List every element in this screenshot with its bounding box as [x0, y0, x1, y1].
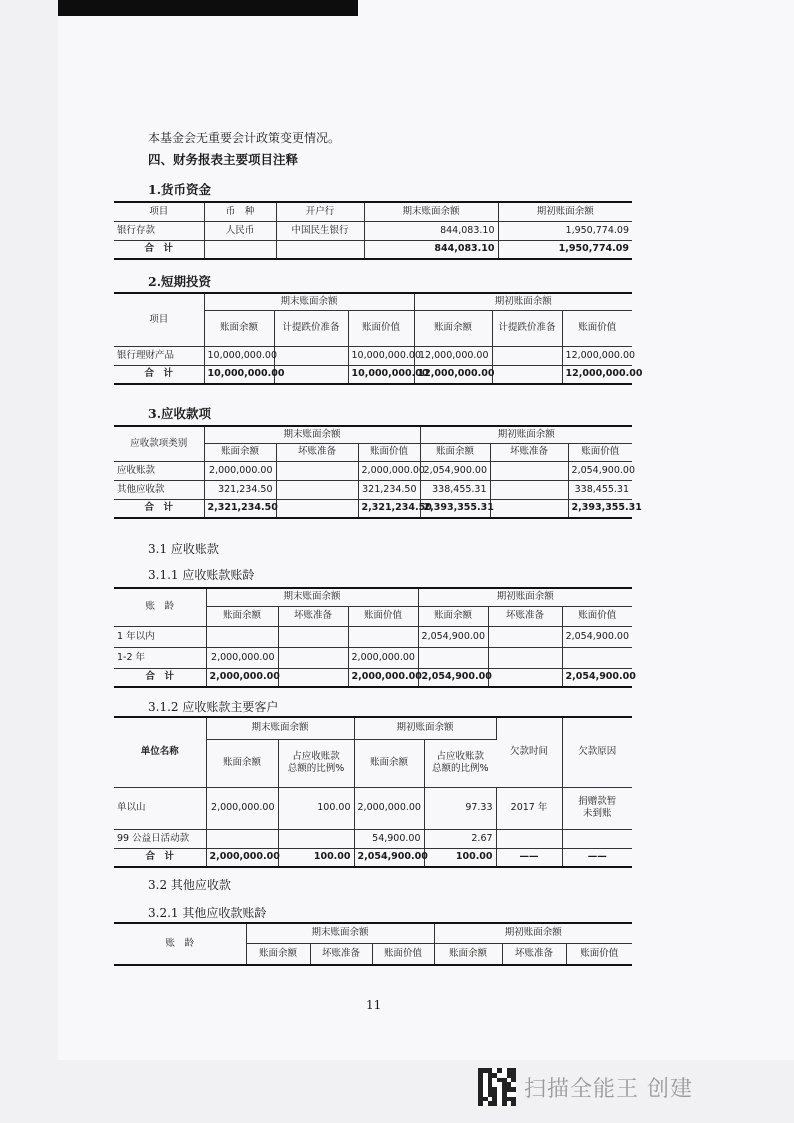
subheader: 计提跌价准备	[492, 310, 562, 346]
watermark-text: 扫描全能王 创建	[524, 1076, 693, 1102]
header-end-balance: 期末账面余额	[364, 202, 498, 221]
subheader-line: 占应收账款	[292, 751, 340, 763]
cell: 合 计	[114, 240, 204, 259]
subheader: 计提跌价准备	[274, 310, 348, 346]
cell	[488, 647, 562, 668]
cell: 97.33	[424, 787, 496, 829]
cell: 2,054,900.00	[354, 848, 424, 867]
header-begin-group: 期初账面余额	[418, 588, 632, 606]
header-end-group: 期末账面余额	[246, 923, 434, 943]
table-row	[114, 829, 632, 848]
subheader: 坏账准备	[488, 606, 562, 626]
cell	[278, 647, 348, 668]
total-row	[114, 848, 632, 867]
cell: 2,393,355.31	[568, 499, 632, 518]
cell	[490, 480, 568, 499]
table-row	[114, 647, 632, 668]
cell: ——	[496, 848, 562, 867]
subheader: 账面余额	[204, 310, 274, 346]
cell: ——	[562, 848, 632, 867]
header-begin-group: 期初账面余额	[354, 717, 496, 739]
scan-edge-shadow	[58, 0, 358, 16]
cell: 合 计	[114, 365, 204, 384]
header-item: 账 龄	[114, 588, 206, 626]
cell: 1 年以内	[114, 626, 206, 647]
cell	[278, 626, 348, 647]
cell: 2,000,000.00	[206, 647, 278, 668]
cell	[278, 829, 354, 848]
subheader: 账面余额	[354, 739, 424, 787]
header-item: 应收款项类别	[114, 426, 204, 461]
section-title-investment: 2.短期投资	[148, 274, 212, 289]
cell	[488, 668, 562, 687]
subsection-title: 3.1 应收账款	[148, 542, 219, 556]
cell: 2,054,900.00	[562, 668, 632, 687]
subheader: 账面余额	[206, 606, 278, 626]
header-begin-group: 期初账面余额	[414, 293, 632, 310]
section-heading: 四、财务报表主要项目注释	[148, 152, 299, 167]
subheader: 账面余额	[414, 310, 492, 346]
header-end-group: 期末账面余额	[206, 588, 418, 606]
header-begin-group: 期初账面余额	[434, 923, 632, 943]
cell	[274, 346, 348, 365]
cell: 2,054,900.00	[418, 668, 488, 687]
subheader: 账面余额	[206, 739, 278, 787]
cell: 12,000,000.00	[562, 346, 632, 365]
cell: 人民币	[204, 221, 276, 240]
subheader-pct	[278, 739, 354, 787]
cell	[276, 461, 358, 480]
header-end-group: 期末账面余额	[204, 426, 420, 443]
cell: 844,083.10	[364, 221, 498, 240]
cell	[206, 626, 278, 647]
cell: 单以山	[114, 787, 206, 829]
cell: 2,000,000.00	[206, 848, 278, 867]
cell: 银行存款	[114, 221, 204, 240]
total-row	[114, 668, 632, 687]
receivables-customers-table	[114, 716, 632, 868]
subheader: 账面余额	[418, 606, 488, 626]
cell: 100.00	[278, 848, 354, 867]
cell: 10,000,000.00	[348, 365, 414, 384]
table-row	[114, 626, 632, 647]
intro-text: 本基金会无重要会计政策变更情况。	[148, 131, 341, 145]
cell: 2,054,900.00	[562, 626, 632, 647]
subheader-line: 总额的比例%	[432, 763, 489, 774]
cell: 12,000,000.00	[562, 365, 632, 384]
cell: 2,321,234.50	[358, 499, 420, 518]
cell: 1,950,774.09	[498, 221, 632, 240]
cell: 100.00	[424, 848, 496, 867]
cell: 2,000,000.00	[348, 647, 418, 668]
cell: 338,455.31	[420, 480, 490, 499]
subheader-line: 占应收账款	[436, 751, 485, 763]
cell: 99 公益日活动款	[114, 829, 206, 848]
cell: 应收账款	[114, 461, 204, 480]
subsection-title: 3.1.1 应收账款账龄	[148, 568, 255, 582]
cell	[492, 346, 562, 365]
scanner-watermark	[478, 1068, 693, 1106]
cell: 2,321,234.50	[204, 499, 276, 518]
cell	[496, 829, 562, 848]
cell: 2,000,000.00	[358, 461, 420, 480]
cell: 合 计	[114, 499, 204, 518]
cell: 2,054,900.00	[568, 461, 632, 480]
subheader: 坏账准备	[310, 943, 372, 965]
cell: 2,000,000.00	[204, 461, 276, 480]
subheader: 坏账准备	[276, 443, 358, 461]
header-end-group: 期末账面余额	[204, 293, 414, 310]
subheader: 账面余额	[204, 443, 276, 461]
subheader: 账面价值	[372, 943, 434, 965]
subsection-title: 3.2.1 其他应收款账龄	[148, 906, 267, 920]
subheader: 坏账准备	[278, 606, 348, 626]
cell: 2,054,900.00	[420, 461, 490, 480]
cell: 1-2 年	[114, 647, 206, 668]
section-title-cash: 1.货币资金	[148, 182, 212, 197]
cell	[492, 365, 562, 384]
page-number: 11	[366, 998, 382, 1012]
subheader-line: 总额的比例%	[287, 763, 345, 774]
subheader: 坏账准备	[490, 443, 568, 461]
cell: 10,000,000.00	[204, 365, 274, 384]
qr-code-icon	[478, 1068, 516, 1106]
cell: 2,000,000.00	[348, 668, 418, 687]
total-row	[114, 365, 632, 384]
cell: 1,950,774.09	[498, 240, 632, 259]
table-row	[114, 346, 632, 365]
subheader: 账面余额	[246, 943, 310, 965]
table-row	[114, 480, 632, 499]
cell: 10,000,000.00	[348, 346, 414, 365]
table-row	[114, 221, 632, 240]
cell	[562, 647, 632, 668]
section-title-receivables: 3.应收款项	[148, 406, 212, 421]
header-item: 项目	[114, 202, 204, 221]
header-item: 项目	[114, 293, 204, 346]
cell-line: 捐赠款暂	[578, 796, 617, 808]
table-row	[114, 461, 632, 480]
cell: 2.67	[424, 829, 496, 848]
header-item: 账 龄	[114, 923, 246, 965]
cell: 合 计	[114, 848, 206, 867]
subheader: 坏账准备	[502, 943, 566, 965]
subheader: 账面余额	[434, 943, 502, 965]
cell: 2,000,000.00	[206, 668, 278, 687]
subheader: 账面余额	[420, 443, 490, 461]
subheader: 账面价值	[562, 310, 632, 346]
cell: 338,455.31	[568, 480, 632, 499]
receivables-aging-table	[114, 587, 636, 688]
cell: 2017 年	[496, 787, 562, 829]
cell: 银行理财产品	[114, 346, 204, 365]
cell: 100.00	[278, 787, 354, 829]
cell	[204, 240, 276, 259]
cell	[490, 499, 568, 518]
subheader: 账面价值	[348, 310, 414, 346]
header-end-group: 期末账面余额	[206, 717, 354, 739]
header-reason: 欠款原因	[562, 717, 632, 787]
cell: 12,000,000.00	[414, 365, 492, 384]
subheader: 账面价值	[568, 443, 632, 461]
cell: 321,234.50	[204, 480, 276, 499]
investment-table	[114, 292, 643, 385]
cell	[418, 647, 488, 668]
total-row	[114, 240, 632, 259]
cell	[278, 668, 348, 687]
cell: 2,000,000.00	[206, 787, 278, 829]
header-begin-group: 期初账面余额	[420, 426, 632, 443]
subheader: 账面价值	[358, 443, 420, 461]
cell: 54,900.00	[354, 829, 424, 848]
receivables-table	[114, 425, 642, 519]
header-time: 欠款时间	[496, 717, 562, 787]
subheader: 账面价值	[348, 606, 418, 626]
subheader: 账面价值	[566, 943, 632, 965]
cash-table	[114, 201, 632, 260]
subsection-title: 3.2 其他应收款	[148, 878, 231, 892]
cell: 321,234.50	[358, 480, 420, 499]
cell	[490, 461, 568, 480]
cell	[348, 626, 418, 647]
cell	[276, 480, 358, 499]
cell: 844,083.10	[364, 240, 498, 259]
cell: 2,054,900.00	[418, 626, 488, 647]
header-currency: 币 种	[204, 202, 276, 221]
cell-line: 未到账	[583, 808, 612, 819]
cell: 2,000,000.00	[354, 787, 424, 829]
cell	[276, 240, 364, 259]
cell: 12,000,000.00	[414, 346, 492, 365]
other-receivables-aging-table	[114, 922, 632, 966]
cell	[206, 829, 278, 848]
cell	[562, 787, 632, 829]
subsection-title: 3.1.2 应收账款主要客户	[148, 700, 279, 714]
cell: 中国民生银行	[276, 221, 364, 240]
header-item: 单位名称	[114, 717, 206, 787]
cell: 10,000,000.00	[204, 346, 274, 365]
cell: 2,393,355.31	[420, 499, 490, 518]
cell	[562, 829, 632, 848]
table-row	[114, 787, 632, 829]
subheader: 账面价值	[562, 606, 632, 626]
cell: 合 计	[114, 668, 206, 687]
header-bank: 开户行	[276, 202, 364, 221]
cell	[276, 499, 358, 518]
subheader-pct	[424, 739, 496, 787]
cell	[274, 365, 348, 384]
cell: 其他应收款	[114, 480, 204, 499]
header-begin-balance: 期初账面余额	[498, 202, 632, 221]
total-row	[114, 499, 632, 518]
cell	[488, 626, 562, 647]
